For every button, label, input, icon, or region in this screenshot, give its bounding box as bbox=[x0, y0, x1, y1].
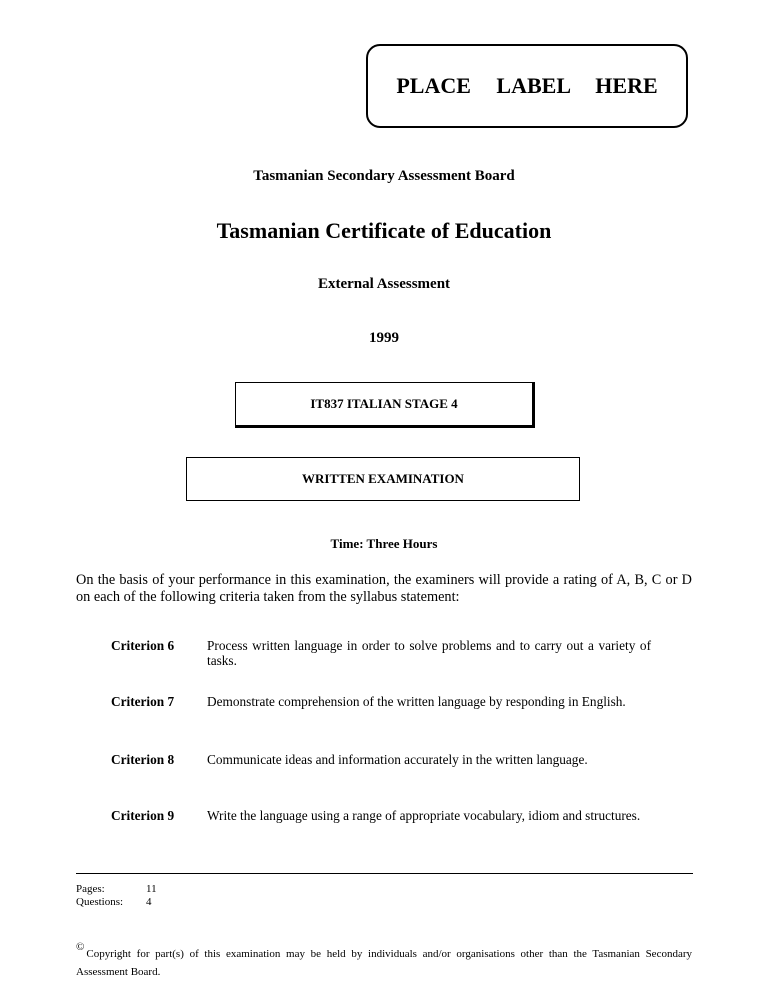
criterion-name: Criterion 9 bbox=[111, 808, 175, 823]
place-label-box bbox=[366, 44, 688, 128]
questions-label: Questions: bbox=[76, 896, 124, 908]
criterion-description: Process written language in order to solve problems and to carry out a variety of tasks. bbox=[207, 638, 651, 668]
copyright-text: Copyright for part(s) of this examination may be held by individuals and/or organisations other than the Tasmanian Secondary Assessment Board. bbox=[76, 948, 692, 978]
criterion-description: Communicate ideas and information accurately in the written language. bbox=[207, 752, 588, 767]
criterion-name: Criterion 6 bbox=[111, 638, 175, 653]
subject-code: IT837 ITALIAN STAGE 4 bbox=[310, 396, 458, 411]
questions-count bbox=[76, 896, 152, 909]
pages-label: Pages: bbox=[76, 883, 105, 895]
footer-divider bbox=[76, 873, 693, 874]
exam-type-label: WRITTEN EXAMINATION bbox=[302, 471, 464, 486]
exam-time: Time: Three Hours bbox=[330, 536, 438, 551]
exam-type-box bbox=[186, 457, 580, 501]
subject-box bbox=[235, 382, 535, 428]
criterion-description: Demonstrate comprehension of the written language by responding in English. bbox=[207, 694, 626, 709]
certificate-title: Tasmanian Certificate of Education bbox=[216, 218, 552, 243]
criterion-name: Criterion 7 bbox=[111, 694, 175, 709]
exam-year: 1999 bbox=[369, 330, 399, 346]
criterion-description: Write the language using a range of appropriate vocabulary, idiom and structures. bbox=[207, 808, 641, 823]
intro-paragraph: On the basis of your performance in this examination, the examiners will provide a rating of A, B, C or D on each of the following criteria taken from the syllabus statement: bbox=[76, 572, 692, 605]
pages-count bbox=[76, 883, 157, 896]
copyright-symbol: © bbox=[76, 941, 85, 953]
questions-value: 4 bbox=[146, 896, 152, 908]
assessment-type: External Assessment bbox=[317, 276, 451, 292]
copyright-notice bbox=[76, 938, 692, 981]
place-label-text: PLACE LABEL HERE bbox=[396, 73, 658, 98]
criterion-name: Criterion 8 bbox=[111, 752, 175, 767]
pages-value: 11 bbox=[146, 883, 157, 895]
board-name: Tasmanian Secondary Assessment Board bbox=[253, 168, 515, 184]
